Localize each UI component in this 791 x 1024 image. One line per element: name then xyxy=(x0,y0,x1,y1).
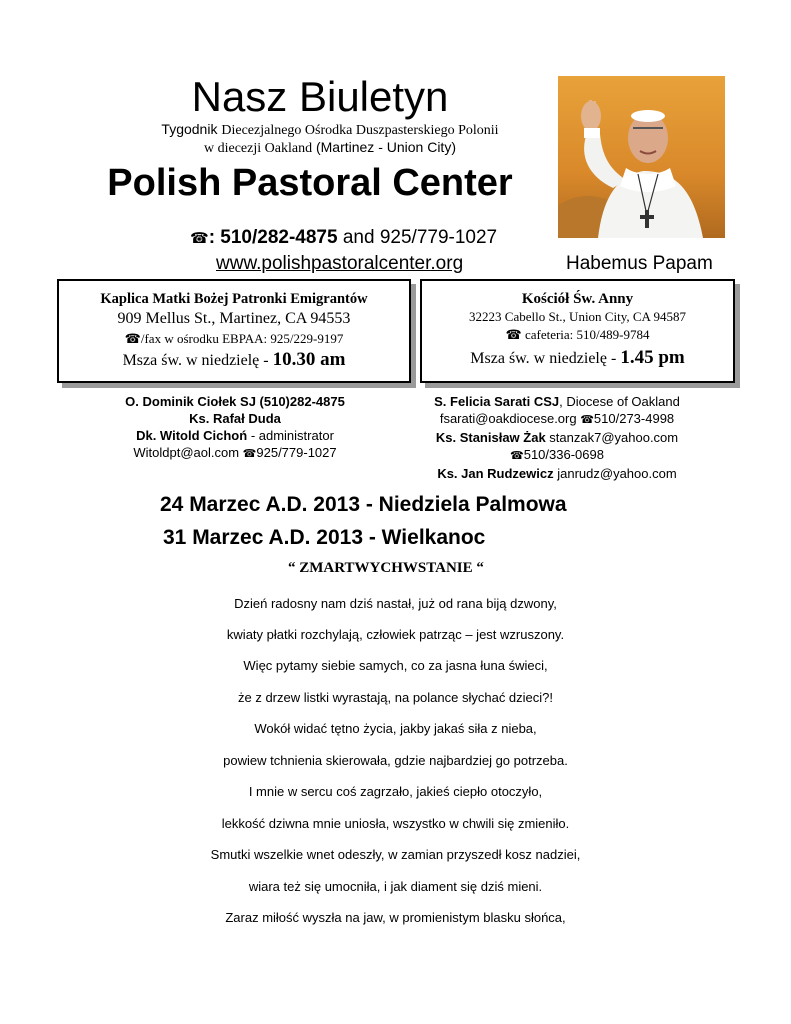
poem-title: “ ZMARTWYCHWSTANIE “ xyxy=(288,560,484,576)
bulletin-title: Nasz Biuletyn xyxy=(191,73,449,120)
church-address: 32223 Cabello St., Union City, CA 94587 xyxy=(469,309,686,324)
contact-phone xyxy=(190,226,520,251)
website-link[interactable]: www.polishpastoralcenter.org xyxy=(216,253,464,274)
clergy-deacon-contact xyxy=(100,444,370,463)
photo-caption: Habemus Papam xyxy=(566,253,713,274)
clergy-sister-contact xyxy=(412,410,702,429)
poem-line: Zaraz miłość wyszła na jaw, w promienistym blasku słońca, xyxy=(225,910,566,925)
phone-icon: ☎ xyxy=(124,331,141,346)
chapel-fax-text: /fax w ośrodku EBPAA: 925/229-9197 xyxy=(140,331,344,346)
date-easter: 31 Marzec A.D. 2013 - Wielkanoc xyxy=(163,526,486,549)
chapel-address: 909 Mellus St., Martinez, CA 94553 xyxy=(117,310,351,327)
phone-icon: ☎ xyxy=(580,414,594,426)
pope-photo xyxy=(558,76,725,238)
clergy-pastor: O. Dominik Ciołek SJ (510)282-4875 xyxy=(125,394,345,409)
clergy-deacon-name: Dk. Witold Cichoń xyxy=(136,428,248,443)
clergy-zak-name: Ks. Stanisław Żak xyxy=(435,430,546,445)
clergy-deacon-email[interactable]: Witoldpt@aol.com xyxy=(133,445,243,460)
phone-icon: ☎ xyxy=(242,448,257,460)
center-name: Polish Pastoral Center xyxy=(107,162,513,204)
chapel-mass-hour: 10.30 am xyxy=(272,349,346,370)
poem-line: I mnie w sercu coś zagrzało, jakieś ciepło otoczyło, xyxy=(248,784,543,799)
chapel-info-box xyxy=(57,279,411,383)
clergy-right xyxy=(412,393,702,482)
poem-line: wiara też się umocniła, i jak diament się dziś mieni. xyxy=(248,879,543,894)
poem-line: lekkość dziwna mnie uniosła, wszystko w chwili się zmieniło. xyxy=(221,816,570,831)
poem-line: Dzień radosny nam dziś nastał, już od rana biją dzwony, xyxy=(234,596,557,611)
subtitle-diocesan-center: Diecezjalnego Ośrodka Duszpasterskiego Polonii xyxy=(221,123,499,138)
clergy-sister xyxy=(412,393,702,410)
chapel-mass-time xyxy=(59,348,409,373)
liturgical-dates xyxy=(160,492,567,551)
clergy-left xyxy=(100,393,370,463)
church-cafeteria-text: cafeteria: 510/489-9784 xyxy=(521,327,650,342)
clergy-sister-phone: 510/273-4998 xyxy=(593,411,675,426)
chapel-mass-label: Msza św. w niedzielę - xyxy=(122,352,273,369)
chapel-name: Kaplica Matki Bożej Patronki Emigrantów xyxy=(100,291,368,307)
clergy-sister-email[interactable]: fsarati@oakdiocese.org xyxy=(439,411,581,426)
phone-icon: ☎ xyxy=(190,230,209,247)
bulletin-subtitle xyxy=(110,121,550,157)
subtitle-weekly: Tygodnik xyxy=(161,121,218,137)
church-mass-time xyxy=(422,344,733,373)
clergy-deacon-phone: 925/779-1027 xyxy=(256,445,337,460)
subtitle-diocese: w diecezji Oakland xyxy=(204,141,313,156)
church-mass-label: Msza św. w niedzielę - xyxy=(470,350,621,367)
date-palm-sunday: 24 Marzec A.D. 2013 - Niedziela Palmowa xyxy=(160,493,567,516)
church-name: Kościół Św. Anny xyxy=(521,291,634,307)
phone-secondary: and 925/779-1027 xyxy=(337,227,498,248)
church-info-box xyxy=(420,279,735,383)
clergy-zak xyxy=(412,429,702,446)
clergy-rudzewicz-name: Ks. Jan Rudzewicz xyxy=(437,466,554,481)
clergy-zak-phone-line xyxy=(412,446,702,465)
poem-line: że z drzew listki wyrastają, na polance słychać dzieci?! xyxy=(237,690,554,705)
clergy-zak-phone: 510/336-0698 xyxy=(523,447,604,462)
clergy-rudzewicz-email[interactable]: janrudz@yahoo.com xyxy=(553,466,677,481)
phone-icon: ☎ xyxy=(510,450,524,462)
clergy-zak-email[interactable]: stanzak7@yahoo.com xyxy=(545,430,679,445)
clergy-deacon-role: - administrator xyxy=(247,428,334,443)
poem-line: kwiaty płatki rozchylają, człowiek patrząc – jest wzruszony. xyxy=(226,627,565,642)
phone-icon: ☎ xyxy=(505,327,522,342)
chapel-fax xyxy=(59,330,409,348)
poem-line: Więc pytamy siebie samych, co za jasna łuna świeci, xyxy=(243,658,548,673)
clergy-sister-name: S. Felicia Sarati CSJ xyxy=(434,394,560,409)
clergy-rudzewicz xyxy=(412,465,702,482)
poem-line: Smutki wszelkie wnet odeszły, w zamian przyszedł kosz nadziei, xyxy=(210,847,581,862)
poem-line: Wokół widać tętno życia, jakby jakaś siła z nieba, xyxy=(254,721,537,736)
phone-primary: : 510/282-4875 xyxy=(208,227,338,248)
church-mass-hour: 1.45 pm xyxy=(620,347,685,368)
clergy-priest: Ks. Rafał Duda xyxy=(189,411,281,426)
subtitle-cities: (Martinez - Union City) xyxy=(315,139,456,155)
clergy-deacon xyxy=(100,427,370,444)
poem-line: powiew tchnienia skierowała, gdzie najbardziej go potrzeba. xyxy=(223,753,568,768)
clergy-sister-org: , Diocese of Oakland xyxy=(559,394,680,409)
church-cafeteria xyxy=(422,326,733,344)
